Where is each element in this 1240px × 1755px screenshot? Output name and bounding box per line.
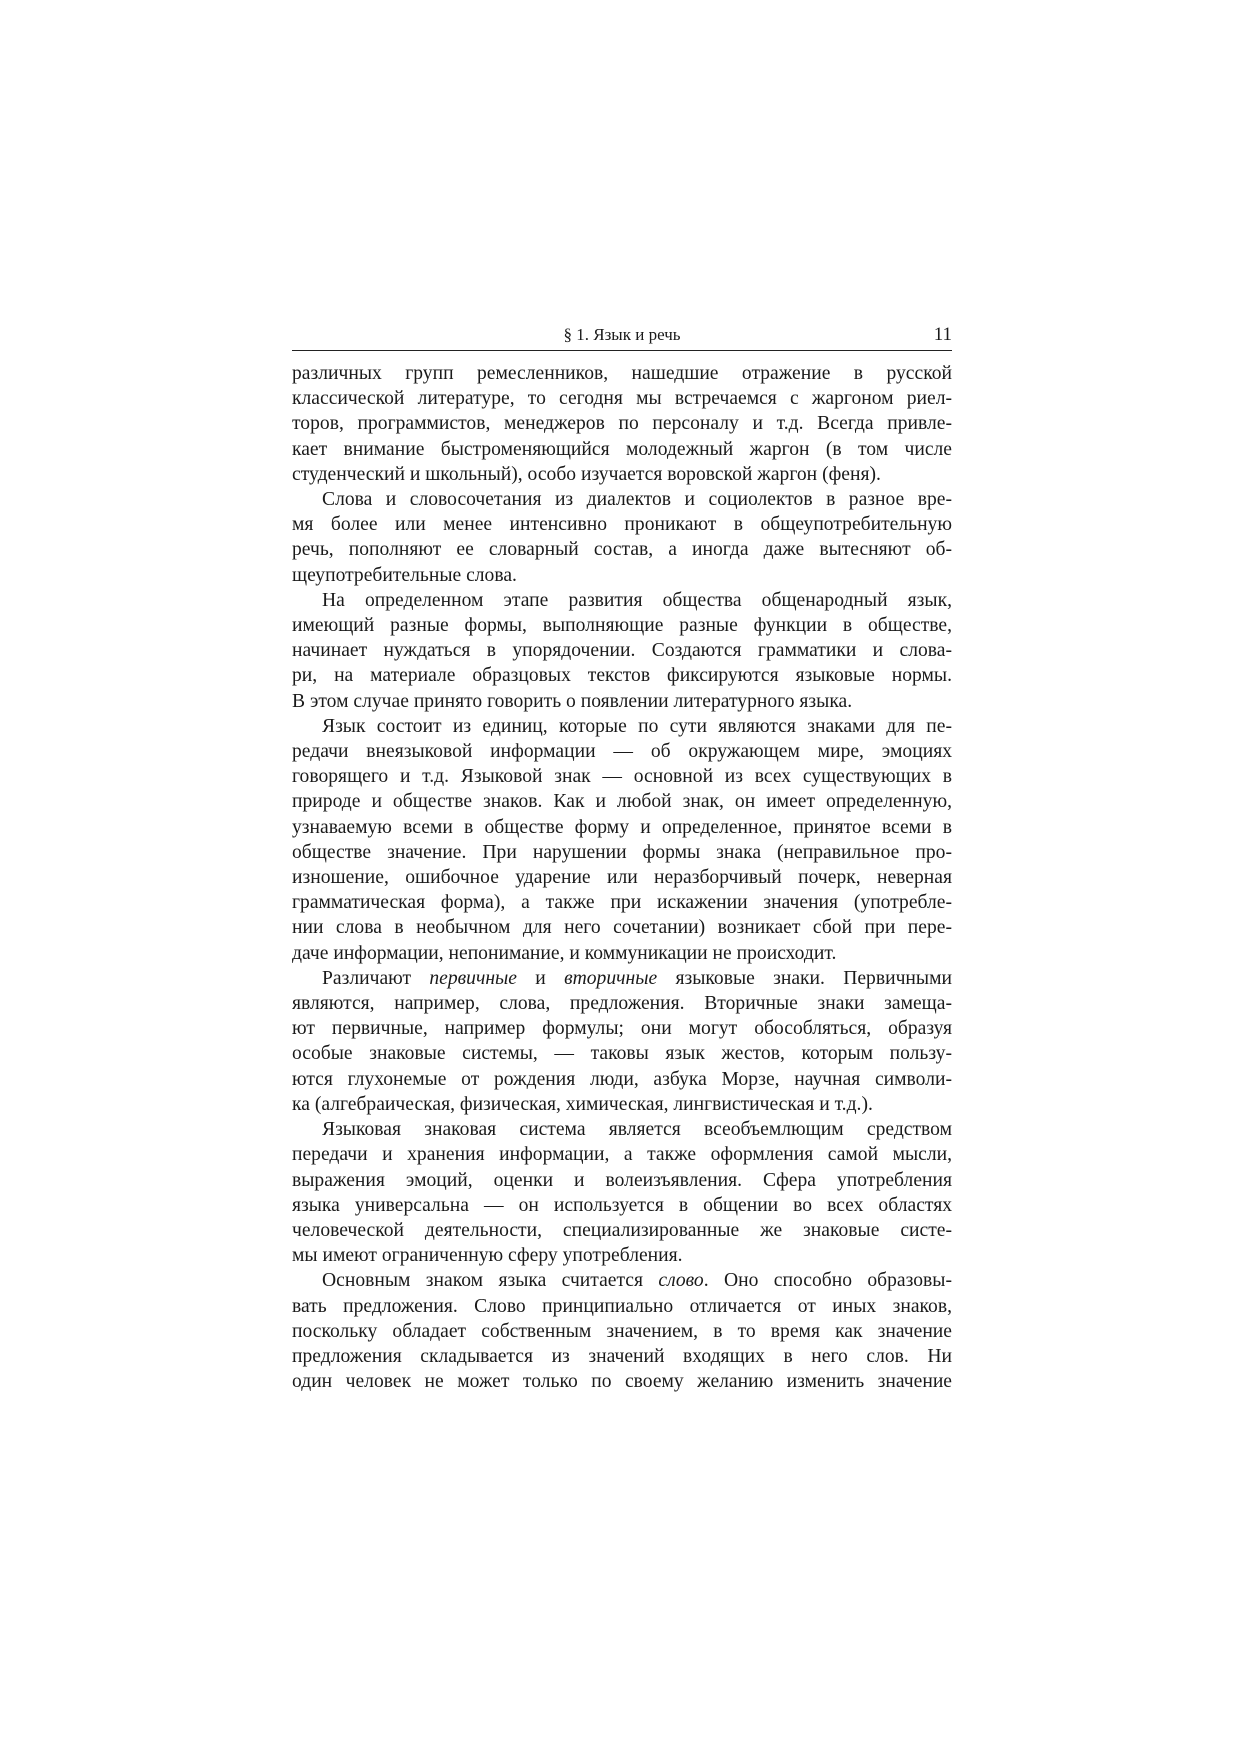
text-line (292, 1268, 952, 1293)
page-number: 11 (933, 324, 952, 345)
text-line: один человек не может только по своему желанию изменить значение (292, 1371, 952, 1393)
text-line: узнаваемую всеми в обществе форму и определенное, принятое всеми в (292, 816, 952, 838)
paragraph (292, 1117, 952, 1268)
text-run: и (517, 967, 565, 989)
text-line: поскольку обладает собственным значением, в то время как значение (292, 1320, 952, 1342)
text-line: языка универсальна — он используется в общении во всех областях (292, 1194, 952, 1216)
text-line: говорящего и т.д. Языковой знак — основной из всех существующих в (292, 766, 952, 788)
text-line: различных групп ремесленников, нашедшие отражение в русской (292, 363, 952, 384)
text-run: Различают (322, 967, 430, 989)
text-line: В этом случае принято говорить о появлении литературного языка. (292, 690, 853, 712)
text-line: мя более или менее интенсивно проникают в общеупотребительную (292, 514, 952, 536)
text-line: даче информации, непонимание, и коммуникации не происходит. (292, 942, 837, 964)
text-line: ри, на материале образцовых текстов фиксируются языковые нормы. (292, 665, 952, 687)
book-page (292, 320, 952, 1394)
text-line: На определенном этапе развития общества общенародный язык, (322, 589, 952, 611)
text-line: вать предложения. Слово принципиально отличается от иных знаков, (292, 1295, 952, 1317)
text-line: обществе значение. При нарушении формы знака (неправильное про- (292, 841, 952, 863)
text-line: мы имеют ограниченную сферу употребления. (292, 1245, 683, 1267)
term-word: слово (658, 1270, 704, 1292)
text-line: ка (алгебраическая, физическая, химическая, лингвистическая и т.д.). (292, 1093, 873, 1115)
text-line: Языковая знаковая система является всеобъемлющим средством (322, 1119, 952, 1141)
text-line: классической литературе, то сегодня мы встречаемся с жаргоном риел- (292, 388, 952, 410)
text-line: Язык состоит из единиц, которые по сути являются знаками для пе- (322, 715, 952, 737)
text-line: Слова и словосочетания из диалектов и социолектов в разное вре- (322, 489, 952, 511)
body-text (292, 361, 952, 1394)
text-line: имеющий разные формы, выполняющие разные функции в обществе, (292, 615, 952, 637)
paragraph (292, 714, 952, 966)
text-line (292, 966, 952, 991)
paragraph (292, 487, 952, 588)
text-line: речь, пополняют ее словарный состав, а иногда даже вытесняют об- (292, 539, 952, 561)
text-line: грамматическая форма), а также при искажении значения (употребле- (292, 892, 952, 914)
text-line: выражения эмоций, оценки и волеизъявления. Сфера употребления (292, 1169, 952, 1191)
text-line: студенческий и школьный), особо изучается воровской жаргон (феня). (292, 463, 881, 485)
text-line: изношение, ошибочное ударение или неразборчивый почерк, неверная (292, 867, 952, 889)
text-line: начинает нуждаться в упорядочении. Создаются грамматики и слова- (292, 640, 952, 662)
text-line: предложения складывается из значений входящих в него слов. Ни (292, 1345, 952, 1367)
text-line: ют первичные, например формулы; они могут обособляться, образуя (292, 1018, 952, 1040)
text-line: кает внимание быстроменяющийся молодежный жаргон (в том числе (292, 438, 952, 460)
term-primary: первичные (429, 967, 518, 989)
text-line: являются, например, слова, предложения. Вторичные знаки замеща- (292, 993, 952, 1015)
text-line: ются глухонемые от рождения люди, азбука Морзе, научная символи- (292, 1068, 952, 1090)
text-line: щеупотребительные слова. (292, 564, 517, 586)
paragraph (292, 588, 952, 714)
text-line: человеческой деятельности, специализированные же знаковые систе- (292, 1219, 952, 1241)
text-line: торов, программистов, менеджеров по персоналу и т.д. Всегда привле- (292, 413, 952, 435)
text-line: передачи и хранения информации, а также оформления самой мысли, (292, 1144, 952, 1166)
text-run: Основным знаком языка считается (322, 1270, 659, 1292)
running-header (292, 320, 952, 351)
paragraph (292, 966, 952, 1117)
text-line: редачи внеязыковой информации — об окружающем мире, эмоциях (292, 741, 952, 763)
section-title: § 1. Язык и речь (563, 325, 681, 344)
paragraph (292, 1268, 952, 1394)
text-line: природе и обществе знаков. Как и любой знак, он имеет определенную, (292, 791, 952, 813)
text-line: особые знаковые системы, — таковы язык жестов, которым пользу- (292, 1043, 952, 1065)
text-line: нии слова в необычном для него сочетании) возникает сбой при пере- (292, 917, 952, 939)
text-run: языковые знаки. Первичными (657, 967, 952, 989)
text-run: . Оно способно образовы- (703, 1270, 952, 1292)
term-secondary: вторичные (564, 967, 658, 989)
paragraph (292, 361, 952, 487)
